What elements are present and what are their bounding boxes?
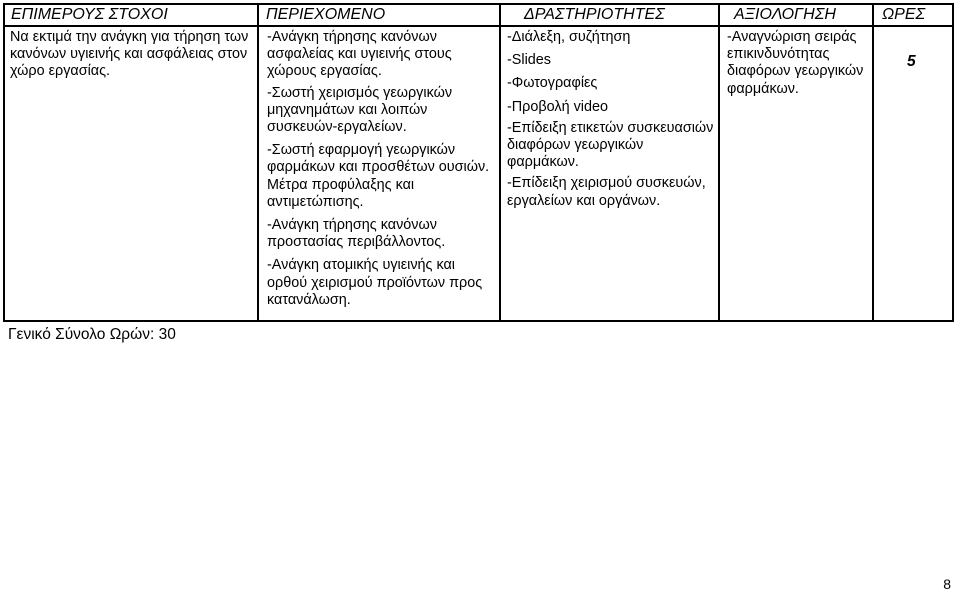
content-cell	[267, 29, 497, 309]
column-divider	[872, 5, 874, 320]
total-hours-label: Γενικό Σύνολο Ωρών: 30	[8, 326, 176, 343]
activity-item: -Slides	[507, 52, 551, 69]
header-hours: ΩΡΕΣ	[882, 6, 926, 23]
activity-item: -Φωτογραφίες	[507, 75, 598, 92]
content-item: -Ανάγκη ατομικής υγιεινής και ορθού χειρισμού προϊόντων προς κατανάλωση.	[267, 257, 483, 308]
content-item: -Σωστή χειρισμός γεωργικών μηχανημάτων και λοιπών συσκευών-εργαλείων.	[267, 84, 453, 136]
objectives-cell: Να εκτιμά την ανάγκη για τήρηση των κανόνων υγιεινής και ασφάλειας στον χώρο εργασίας.	[10, 29, 249, 80]
page-number: 8	[943, 576, 951, 592]
activity-item: -Προβολή video	[507, 98, 608, 115]
content-item: -Ανάγκη τήρησης κανόνων προστασίας περιβάλλοντος.	[267, 217, 446, 251]
content-item: -Ανάγκη τήρησης κανόνων ασφαλείας και υγιεινής στους χώρους εργασίας.	[267, 29, 452, 80]
column-divider	[718, 5, 720, 320]
header-evaluation: ΑΞΙΟΛΟΓΗΣΗ	[734, 6, 836, 23]
header-divider	[5, 25, 952, 27]
header-activities: ΔΡΑΣΤΗΡΙΟΤΗΤΕΣ	[524, 6, 665, 23]
activity-item: -Διάλεξη, συζήτηση	[507, 29, 631, 45]
activity-item: -Επίδειξη χειρισμού συσκευών, εργαλείων και οργάνων.	[507, 175, 706, 209]
header-objectives: ΕΠΙΜΕΡΟΥΣ ΣΤΟΧΟΙ	[11, 6, 168, 23]
curriculum-table	[3, 3, 954, 322]
header-content: ΠΕΡΙΕΧΟΜΕΝΟ	[266, 6, 386, 23]
column-divider	[257, 5, 259, 320]
activities-cell	[507, 29, 715, 210]
activity-item: -Επίδειξη ετικετών συσκευασιών διαφόρων γεωργικών φαρμάκων.	[507, 119, 714, 171]
evaluation-cell: -Αναγνώριση σειράς επικινδυνότητας διαφόρων γεωργικών φαρμάκων.	[727, 29, 864, 97]
content-item: -Σωστή εφαρμογή γεωργικών φαρμάκων και προσθέτων ουσιών. Μέτρα προφύλαξης και αντιμετώπισης.	[267, 142, 490, 210]
hours-cell: 5	[907, 53, 916, 70]
column-divider	[499, 5, 501, 320]
